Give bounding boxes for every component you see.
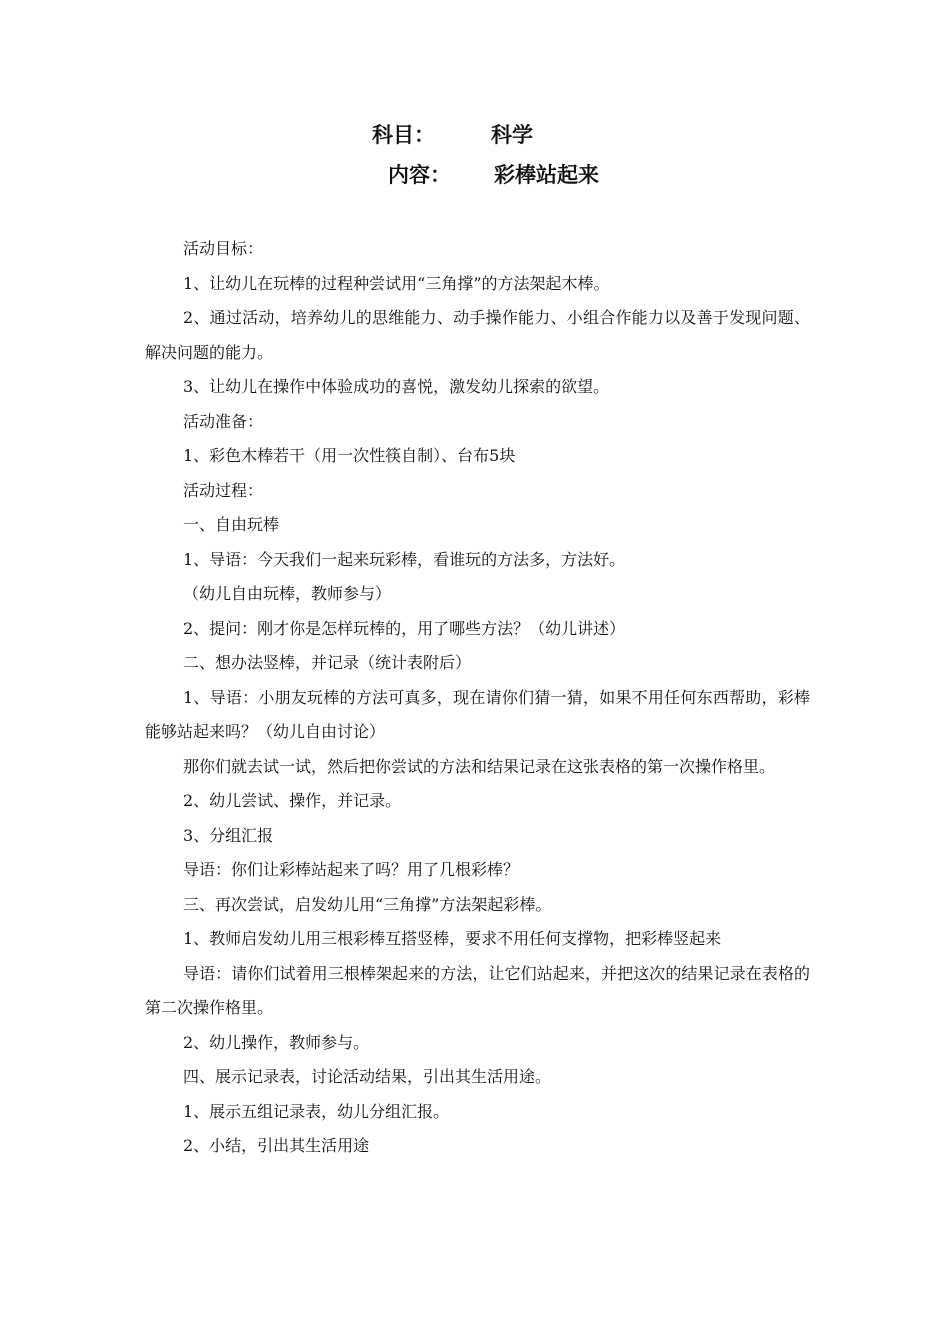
content-heading xyxy=(0,161,950,189)
body-paragraph: 四、展示记录表，讨论活动结果，引出其生活用途。 xyxy=(183,1067,552,1086)
body-paragraph: 1、导语：今天我们一起来玩彩棒，看谁玩的方法多，方法好。 xyxy=(183,549,626,569)
body-paragraph: 2、幼儿操作，教师参与。 xyxy=(183,1032,370,1052)
subject-label: 科目： xyxy=(372,123,435,147)
body-paragraph: 活动目标： xyxy=(183,239,264,258)
body-paragraph: 导语：请你们试着用三根棒架起来的方法，让它们站起来，并把这次的结果记录在表格的第二次操作格里。 xyxy=(145,963,810,1017)
body-paragraph: 2、幼儿尝试、操作，并记录。 xyxy=(183,791,402,810)
subject-heading xyxy=(0,121,950,149)
body-paragraph: 三、再次尝试，启发幼儿用“三角撑”方法架起彩棒。 xyxy=(183,894,552,914)
body-paragraph: 活动准备： xyxy=(183,411,264,431)
content-value: 彩棒站起来 xyxy=(494,163,599,187)
body-paragraph: 2、小结，引出其生活用途 xyxy=(183,1136,370,1155)
body-paragraph: 1、彩色木棒若干（用一次性筷自制）、台布5块 xyxy=(183,446,516,465)
body-paragraph: 3、让幼儿在操作中体验成功的喜悦，激发幼儿探索的欲望。 xyxy=(183,377,610,396)
body-paragraph: 活动过程： xyxy=(183,480,264,500)
body-paragraph: （幼儿自由玩棒，教师参与） xyxy=(183,584,392,603)
subject-value: 科学 xyxy=(491,123,533,147)
body-paragraph: 2、提问：刚才你是怎样玩棒的，用了哪些方法？（幼儿讲述） xyxy=(183,618,626,638)
body-paragraph: 2、通过活动，培养幼儿的思维能力、动手操作能力、小组合作能力以及善于发现问题、解决问题的能力。 xyxy=(145,308,810,362)
body-paragraph: 一、自由玩棒 xyxy=(183,515,280,534)
body-paragraph: 1、导语：小朋友玩棒的方法可真多，现在请你们猜一猜，如果不用任何东西帮助，彩棒能够站起来吗？（幼儿自由讨论） xyxy=(145,687,810,741)
body-paragraph: 1、教师启发幼儿用三根彩棒互搭竖棒，要求不用任何支撑物，把彩棒竖起来 xyxy=(183,929,722,948)
document-body xyxy=(145,232,810,1164)
body-paragraph: 1、展示五组记录表，幼儿分组汇报。 xyxy=(183,1101,450,1121)
body-paragraph: 3、分组汇报 xyxy=(183,825,274,845)
body-paragraph: 二、想办法竖棒，并记录（统计表附后） xyxy=(183,653,472,672)
body-paragraph: 导语：你们让彩棒站起来了吗？用了几根彩棒？ xyxy=(183,860,520,879)
content-label: 内容： xyxy=(388,163,451,187)
body-paragraph: 那你们就去试一试，然后把你尝试的方法和结果记录在这张表格的第一次操作格里。 xyxy=(183,756,776,776)
body-paragraph: 1、让幼儿在玩棒的过程种尝试用“三角撑”的方法架起木棒。 xyxy=(183,273,610,293)
